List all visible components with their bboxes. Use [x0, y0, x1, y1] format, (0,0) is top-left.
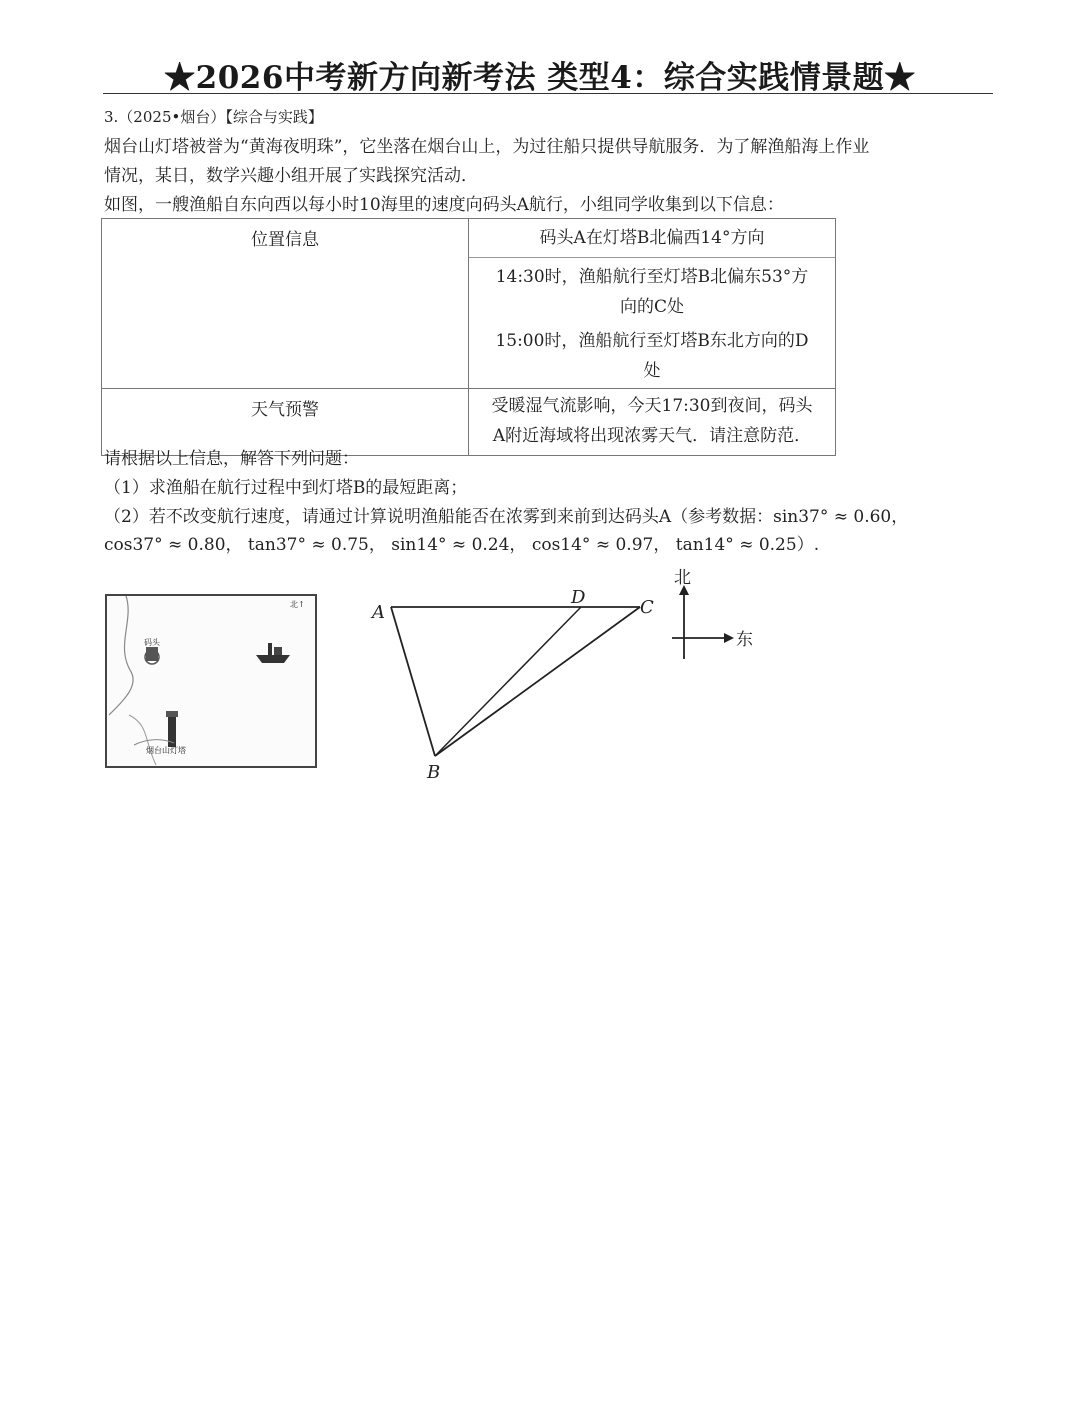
lighthouse-label: 烟台山灯塔 [146, 746, 186, 755]
position-info-label [102, 219, 469, 389]
position-info-c2: 处 [643, 361, 661, 381]
compass-indicator [672, 568, 753, 659]
figures-area [104, 565, 764, 785]
dock-label: 码头 [144, 638, 160, 647]
triangle-diagram [370, 587, 654, 783]
segment-BC [435, 607, 640, 756]
question-1: （1）求渔船在航行过程中到灯塔B的最短距离； [104, 478, 468, 498]
questions-lead: 请根据以上信息，解答下列问题： [104, 449, 359, 469]
point-C-label: C [640, 597, 654, 618]
segment-AB [391, 607, 435, 756]
intro-line-2: 情况，某日，数学兴趣小组开展了实践探究活动． [104, 166, 478, 186]
point-B-label: B [427, 762, 441, 783]
weather-warning-values [469, 389, 836, 456]
point-D-label: D [571, 587, 586, 608]
problem-number: 3.（2025•烟台）【综合与实践】 [104, 108, 323, 126]
weather-warning-line-1: 受暖湿气流影响，今天17:30到夜间，码头 [491, 396, 813, 416]
question-2-line-2: cos37° ≈ 0.80， tan37° ≈ 0.75， sin14° ≈ 0.24， cos14° ≈ 0.97， tan14° ≈ 0.25）. [104, 535, 820, 555]
header-divider [103, 93, 993, 94]
info-table [101, 218, 836, 456]
position-info-b2: 向的C处 [619, 297, 684, 317]
compass-north-label: 北 [674, 568, 691, 588]
compass-east-label: 东 [736, 630, 753, 650]
page-header-title: ★2026中考新方向新考法 类型4：综合实践情景题★ [164, 60, 916, 96]
east-arrow-head [724, 633, 734, 643]
position-info-values [469, 219, 836, 389]
position-info-a: 码头A在灯塔B北偏西14°方向 [469, 219, 835, 258]
weather-warning-line-2: A附近海域将出现浓雾天气．请注意防范． [492, 426, 812, 446]
position-info-c1: 15:00时，渔船航行至灯塔B东北方向的D [495, 331, 809, 351]
weather-warning-label-text: 天气预警 [251, 400, 319, 420]
position-info-b1: 14:30时，渔船航行至灯塔B北偏东53°方 [495, 267, 809, 287]
map-north-label: 北↑ [290, 600, 305, 609]
question-2-line-1: （2）若不改变航行速度，请通过计算说明渔船能否在浓雾到来前到达码头A（参考数据：sin37° ≈ 0.60， [104, 507, 909, 527]
weather-warning-label [102, 389, 469, 456]
point-A-label: A [372, 602, 385, 623]
position-info-label-text: 位置信息 [251, 230, 319, 250]
intro-line-3: 如图，一艘渔船自东向西以每小时10海里的速度向码头A航行，小组同学收集到以下信息： [104, 195, 784, 215]
intro-line-1: 烟台山灯塔被誉为“黄海夜明珠”，它坐落在烟台山上，为过往船只提供导航服务．为了解渔船海上作业 [104, 137, 870, 157]
harbor-map-figure [106, 595, 316, 767]
segment-BD [435, 607, 581, 756]
